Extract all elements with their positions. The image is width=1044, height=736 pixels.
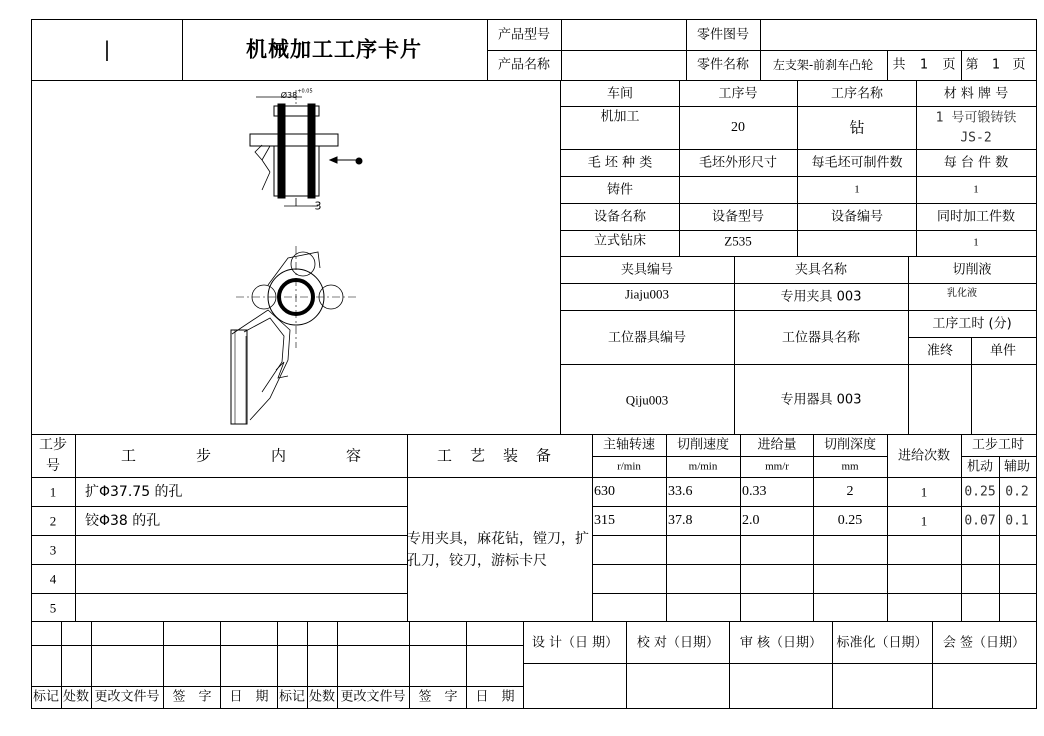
- prep-time-label: 准终: [926, 343, 954, 359]
- footer-change-doc-2: 更改文件号: [340, 689, 406, 705]
- op-no-label: 工序号: [718, 86, 758, 102]
- col-step-no-a: 工步: [39, 437, 67, 453]
- blank-type-value[interactable]: 铸件: [606, 182, 634, 198]
- op-name-value[interactable]: 钻: [849, 118, 865, 137]
- step-row-1-feed[interactable]: 0.33: [742, 484, 767, 499]
- top-view: [231, 246, 356, 424]
- page-unit-2: 页: [1012, 57, 1026, 73]
- footer-date-1: 日 期: [229, 689, 269, 705]
- process-equipment[interactable]: 专用夹具，麻花钻，镗刀，扩孔刀，铰刀，游标卡尺: [407, 531, 589, 569]
- col-feed: 进给量: [757, 437, 797, 453]
- page-no[interactable]: 1: [991, 57, 1001, 73]
- step-row-2-no: 2: [49, 513, 57, 529]
- fixture-no-label: 夹具编号: [620, 262, 674, 278]
- op-no-value[interactable]: 20: [731, 120, 745, 135]
- section-view: [250, 90, 362, 206]
- coolant-value[interactable]: 乳化液: [947, 288, 977, 299]
- fixture-name-label: 夹具名称: [794, 262, 848, 278]
- page-label: 第: [965, 57, 979, 73]
- footer-mark-1: 标记: [32, 689, 60, 705]
- footer-date-2: 日 期: [475, 689, 515, 705]
- col-passes: 进给次数: [897, 448, 951, 464]
- step-row-1-passes[interactable]: 1: [920, 484, 928, 500]
- col-step-no-b: 号: [46, 458, 60, 474]
- part-drawing-no-label: 零件图号: [696, 27, 750, 43]
- footer-review: 审 核（日期）: [739, 635, 823, 651]
- step-row-1-depth[interactable]: 2: [846, 484, 854, 499]
- col-spindle-speed: 主轴转速: [602, 437, 656, 453]
- material-label: 材 料 牌 号: [943, 86, 1009, 102]
- footer-design: 设 计（日 期）: [531, 635, 619, 651]
- step-row-2-speed[interactable]: 315: [594, 513, 615, 528]
- equip-name-value[interactable]: 立式钻床: [593, 233, 647, 249]
- col-cut-depth-unit: mm: [841, 460, 859, 473]
- col-step-time: 工步工时: [971, 437, 1025, 453]
- page-unit: 页: [942, 57, 956, 73]
- mark-3: 3: [314, 199, 322, 213]
- step-row-1-cut-speed[interactable]: 33.6: [668, 484, 693, 499]
- fixture-no-value[interactable]: Jiaju003: [624, 286, 670, 302]
- page-title: 机械加工工序卡片: [246, 36, 422, 62]
- equip-name-label: 设备名称: [593, 209, 647, 225]
- op-name-label: 工序名称: [830, 86, 884, 102]
- footer-countersign: 会 签（日期）: [942, 635, 1026, 651]
- tolerance-label: +0.05: [297, 88, 313, 95]
- coolant-label: 切削液: [952, 262, 992, 278]
- diameter-label: Ø38: [280, 91, 298, 100]
- footer-sign-2: 签 字: [418, 689, 458, 705]
- step-row-1-machine[interactable]: 0.25: [964, 484, 996, 500]
- col-step-content: 工步内容: [120, 446, 422, 465]
- op-time-label: 工序工时 (分): [932, 316, 1012, 332]
- per-blank-label: 每毛坯可制件数: [811, 155, 903, 171]
- step-row-1-content[interactable]: 扩Φ37.75 的孔: [85, 484, 183, 500]
- col-spindle-speed-unit: r/min: [617, 460, 641, 473]
- station-tool-name-value[interactable]: 专用器具 003: [780, 392, 862, 408]
- col-feed-unit: mm/r: [765, 460, 789, 473]
- unit-time-label: 单件: [989, 343, 1017, 359]
- step-row-2-depth[interactable]: 0.25: [837, 513, 863, 528]
- blank-type-label: 毛 坯 种 类: [587, 155, 653, 171]
- total-label: 共: [892, 57, 906, 73]
- step-row-3-no: 3: [49, 542, 57, 558]
- step-row-4-no: 4: [49, 571, 57, 587]
- col-cutting-speed-unit: m/min: [688, 460, 718, 473]
- cursor-mark: |: [103, 37, 111, 61]
- simul-value[interactable]: 1: [973, 236, 979, 249]
- step-row-2-feed[interactable]: 2.0: [742, 513, 760, 528]
- workshop-label: 车间: [606, 86, 634, 102]
- blank-size-label: 毛坯外形尺寸: [698, 155, 778, 171]
- material-value-line1[interactable]: 1 号可锻铸铁: [935, 110, 1017, 126]
- step-row-5-no: 5: [49, 600, 57, 616]
- footer-count-1: 处数: [62, 689, 90, 705]
- station-tool-no-label: 工位器具编号: [607, 330, 687, 346]
- product-name-label: 产品名称: [497, 57, 551, 73]
- step-row-2-content[interactable]: 铰Φ38 的孔: [85, 513, 161, 529]
- footer-check: 校 对（日期）: [636, 635, 720, 651]
- part-name-value[interactable]: 左支架-前刹车凸轮: [772, 58, 874, 72]
- step-row-2-cut-speed[interactable]: 37.8: [668, 513, 693, 528]
- footer-standard: 标准化（日期）: [836, 635, 928, 651]
- step-row-2-machine[interactable]: 0.07: [964, 513, 996, 529]
- equip-model-value[interactable]: Z535: [724, 233, 752, 249]
- per-machine-value[interactable]: 1: [973, 183, 979, 196]
- total-pages[interactable]: 1: [919, 57, 929, 73]
- station-tool-no-value[interactable]: Qiju003: [625, 392, 669, 408]
- step-row-1-speed[interactable]: 630: [594, 484, 615, 499]
- per-machine-label: 每 台 件 数: [943, 155, 1009, 171]
- step-row-2-passes[interactable]: 1: [920, 513, 928, 529]
- footer-change-doc-1: 更改文件号: [94, 689, 160, 705]
- col-cut-depth: 切削深度: [823, 437, 877, 453]
- per-blank-value[interactable]: 1: [854, 183, 860, 196]
- footer-mark-2: 标记: [278, 689, 306, 705]
- part-name-label: 零件名称: [696, 57, 750, 73]
- workshop-value[interactable]: 机加工: [600, 109, 640, 125]
- col-equipment: 工艺装备: [436, 446, 570, 465]
- table-grid: [31, 19, 1037, 709]
- col-cutting-speed: 切削速度: [676, 437, 730, 453]
- simul-label: 同时加工件数: [936, 209, 1016, 225]
- process-sketch: [231, 90, 362, 424]
- product-model-label: 产品型号: [497, 27, 551, 43]
- step-row-1-aux[interactable]: 0.2: [1005, 484, 1029, 500]
- step-row-1-no: 1: [49, 484, 57, 500]
- step-row-2-aux[interactable]: 0.1: [1005, 513, 1029, 529]
- col-machine-time: 机动: [966, 459, 994, 475]
- station-tool-name-label: 工位器具名称: [781, 330, 861, 346]
- fixture-name-value[interactable]: 专用夹具 003: [780, 289, 862, 305]
- material-value-line2[interactable]: JS-2: [960, 130, 992, 146]
- equip-no-label: 设备编号: [830, 209, 884, 225]
- col-aux-time: 辅助: [1003, 459, 1031, 475]
- footer-sign-1: 签 字: [172, 689, 212, 705]
- equip-model-label: 设备型号: [711, 209, 765, 225]
- footer-count-2: 处数: [308, 689, 336, 705]
